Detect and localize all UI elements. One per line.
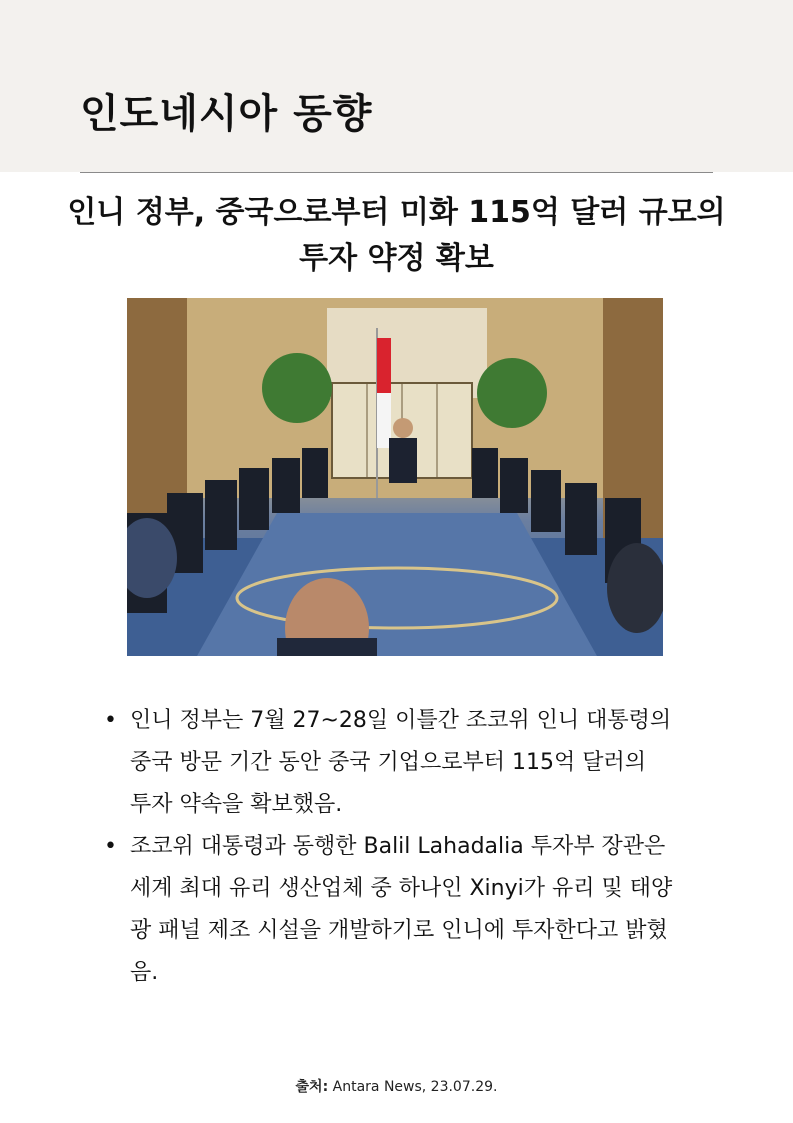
article-headline: 인니 정부, 중국으로부터 미화 115억 달러 규모의 투자 약정 확보 (67, 195, 726, 276)
article-photo (127, 298, 663, 656)
header-divider (80, 172, 713, 173)
bullet-item: • 인니 정부는 7월 27~28일 이틀간 조코위 인니 대통령의 중국 방문 기간 동안 중국 기업으로부터 115억 달러의 투자 약속을 확보했음. (104, 700, 674, 826)
bullet-item: • 조코위 대통령과 동행한 Balil Lahadalia 투자부 장관은 세계 최대 유리 생산업체 중 하나인 Xinyi가 유리 및 태양광 패널 제조 시설을 개발하기로 인니에 투자한다고 밝혔음. (104, 826, 674, 994)
article-bullets (104, 700, 674, 994)
source-note (0, 1076, 793, 1096)
source-text: Antara News, 23.07.29. (328, 1079, 498, 1095)
meeting-room-illustration (127, 298, 663, 656)
section-title: 인도네시아 동향 (80, 91, 373, 137)
source-label: 출처: (295, 1079, 329, 1095)
